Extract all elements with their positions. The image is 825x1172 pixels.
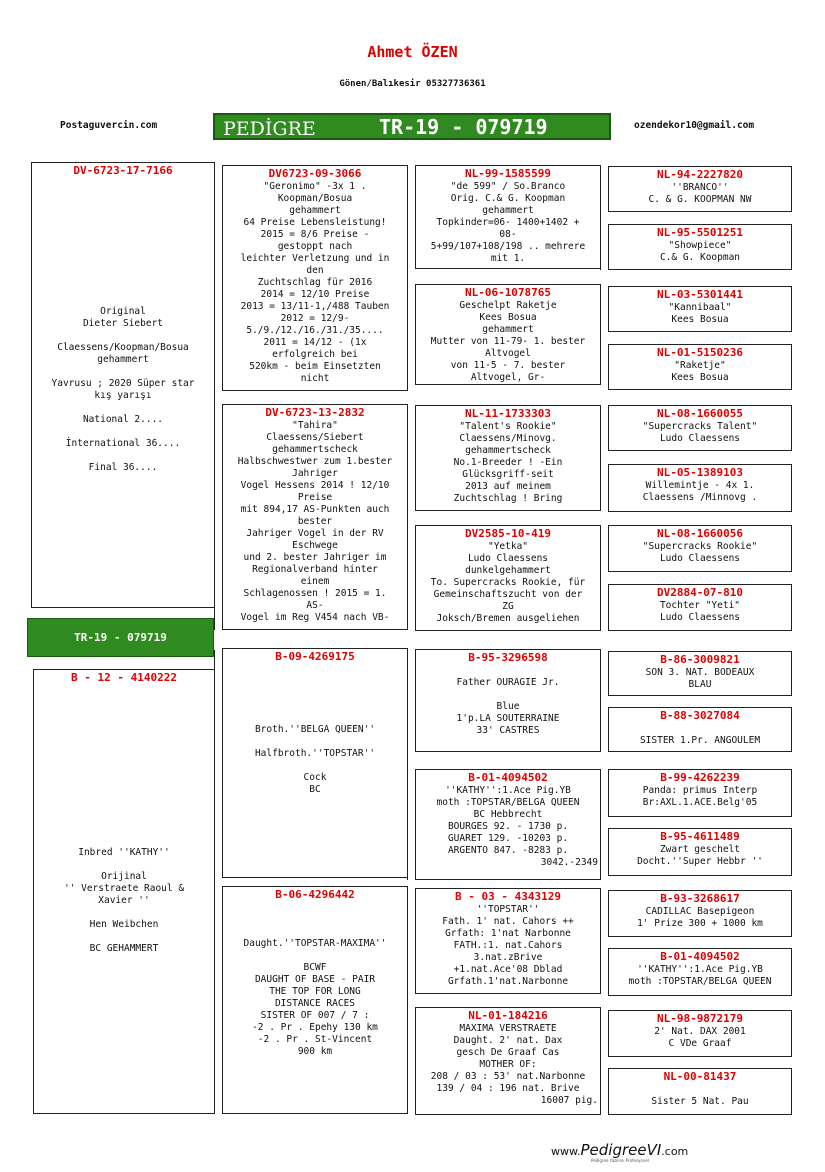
pigeon-info: ''TOPSTAR'' Fath. 1' nat. Cahors ++ Grfath: 1'nat Narbonne FATH.:1. nat.Cahors 3.nat.zBrive +1.nat.Ace'08 Dblad Grfath.1'nat.Narbonne: [442, 904, 574, 987]
gen3-box: [415, 649, 601, 752]
pigeon-info-tail: 16007 pig.: [540, 1095, 598, 1106]
gen2-box: [222, 404, 408, 630]
ring-number: B-99-4262239: [660, 771, 740, 784]
gen3-box: [415, 525, 601, 631]
gen3-box: [415, 1007, 601, 1115]
gen4-box: [608, 464, 792, 512]
website-text: Postaguvercin.com: [60, 120, 158, 131]
ring-number: DV2585-10-419: [464, 527, 552, 540]
pigeon-info: Zwart geschelt Docht.''Super Hebbr '': [637, 844, 763, 867]
gen4-box: [608, 707, 792, 752]
pigeon-info: "Yetka" Ludo Claessens dunkelgehammert To. Supercracks Rookie, für Gemeinschaftszucht von der ZG Joksch/Bremen ausgeliehen: [430, 541, 586, 624]
pigeon-info: "Showpiece" C.& G. Koopman: [659, 240, 741, 263]
gen3-box: [415, 888, 601, 994]
pigeon-info: "Raketje" Kees Bosua: [671, 360, 729, 383]
pedigree-banner: [213, 113, 611, 140]
ring-number: NL-11-1733303: [464, 407, 552, 420]
gen2-box: [222, 886, 408, 1114]
subject-ring-badge: TR-19 - 079719: [27, 618, 214, 657]
gen3-box: [415, 165, 601, 269]
gen3-box: [415, 405, 601, 511]
ring-number: B-86-3009821: [660, 653, 740, 666]
logo-subtitle: Pedigree Yazılımı Profesyonel: [591, 1158, 649, 1163]
pigeon-info: Daught.''TOPSTAR-MAXIMA'' BCWF DAUGHT OF BASE - PAIR THE TOP FOR LONG DISTANCE RACES SISTER OF 007 / 7 : -2 . Pr . Epehy 130 km -2 . Pr . St-Vincent 900 km: [243, 938, 387, 1057]
pigeon-info: Tochter "Yeti" Ludo Claessens: [659, 600, 741, 623]
ring-number: NL-03-5301441: [656, 288, 744, 301]
gen3-box: [415, 284, 601, 385]
ring-number: NL-95-5501251: [656, 226, 744, 239]
pigeon-info: "de 599" / So.Branco Orig. C.& G. Koopman gehammert Topkinder=06- 1400+1402 + 08- 5+99/107+108/198 .. mehrere mit 1.: [430, 181, 586, 264]
pigeon-info: CADILLAC Basepigeon 1' Prize 300 + 1000 km: [637, 906, 763, 929]
pigeon-info: Panda: primus Interp Br:AXL.1.ACE.Belg'05: [642, 785, 758, 808]
gen4-box: [608, 286, 792, 332]
pigeon-info: "Talent's Rookie" Claessens/Minovg. gehammertscheck No.1-Breeder ! -Ein Glücksgriff-seit 2013 auf meinem Zuchtschlag ! Bring: [453, 421, 563, 504]
gen4-box: [608, 525, 792, 572]
ring-number: B-09-4269175: [275, 650, 355, 663]
ring-number: B-01-4094502: [660, 950, 740, 963]
ring-number: DV-6723-17-7166: [73, 164, 173, 177]
gen4-box: [608, 1068, 792, 1115]
pigeon-info-tail: 3042.-2349: [540, 857, 598, 868]
pigeon-info: Geschelpt Raketje Kees Bosua gehammert Mutter von 11-79- 1. bester Altvogel von 11-5 - 7. bester Altvogel, Gr-: [430, 300, 586, 383]
pigeon-info: "Supercracks Rookie" Ludo Claessens: [642, 541, 758, 564]
ring-number: DV6723-09-3066: [268, 167, 362, 180]
gen4-box: [608, 584, 792, 631]
ring-number: B-95-3296598: [468, 651, 548, 664]
gen4-box: [608, 828, 792, 876]
pigeon-info: "Geronimo" -3x 1 . Koopman/Bosua gehammert 64 Preise Lebensleistung! 2015 = 8/6 Preise - gestoppt nach leichter Verletzung und in den Zuchtschlag für 2016 2014 = 12/10 Preise 2013 = 13/11-1,/488 Tauben 2012 = 12/9- 5./9./12./16./31./35.... 2011 = 14/12 - (1x erfolgreich bei 520km - beim Einsetzten nicht: [240, 181, 390, 384]
banner-ring-number: TR-19 - 079719: [379, 115, 548, 139]
pigeon-info: "Supercracks Talent" Ludo Claessens: [642, 421, 758, 444]
pigeon-info: Broth.''BELGA QUEEN'' Halfbroth.''TOPSTAR'' Cock BC: [254, 724, 376, 795]
ring-number: NL-94-2227820: [656, 168, 744, 181]
breeder-name: Ahmet ÖZEN: [367, 43, 458, 61]
ring-number: NL-99-1585599: [464, 167, 552, 180]
pigeon-info: "Kannibaal" Kees Bosua: [668, 302, 732, 325]
pigeon-info: "Tahira" Claessens/Siebert gehammertscheck Halbschwestwer zum 1.bester Jahriger Vogel Hessens 2014 ! 12/10 Preise mit 894,17 AS-Punkten auch bester Jahriger Vogel in der RV Eschwege und 2. bester Jahriger im Regionalverband hinter einem Schlagenossen ! 2015 = 1. AS- Vogel im Reg V454 nach VB-: [237, 420, 393, 623]
gen3-box: [415, 769, 601, 880]
gen4-box: [608, 948, 792, 996]
ring-number: NL-06-1078765: [464, 286, 552, 299]
ring-number: NL-05-1389103: [656, 466, 744, 479]
gen4-box: [608, 890, 792, 937]
pigeon-info: Sister 5 Nat. Pau: [651, 1096, 749, 1107]
pigeon-info: SON 3. NAT. BODEAUX BLAU: [645, 667, 755, 690]
ring-number: NL-08-1660056: [656, 527, 744, 540]
gen2-box: [222, 648, 408, 878]
ring-number: NL-01-184216: [468, 1009, 548, 1022]
pigeon-info: Willemintje - 4x 1. Claessens /Minnovg .: [642, 480, 758, 503]
ring-number: NL-08-1660055: [656, 407, 744, 420]
ring-number: B-95-4611489: [660, 830, 740, 843]
pedigreevi-logo: [551, 1141, 689, 1163]
logo-main: PedigreeVI: [580, 1141, 662, 1159]
ring-number: B - 03 - 4343129: [455, 890, 561, 903]
pigeon-info: Original Dieter Siebert Claessens/Koopman/Bosua gehammert Yavrusu ; 2020 Süper star kış yarışı National 2.... İnternational 36.... Final 36....: [51, 306, 195, 473]
gen4-box: [608, 405, 792, 451]
pigeon-info: Inbred ''KATHY'' Orijinal '' Verstraete Raoul & Xavier '' Hen Weibchen BC GEHAMMERT: [63, 847, 185, 954]
ring-number: B-01-4094502: [468, 771, 548, 784]
gen4-box: [608, 344, 792, 390]
banner-title: PEDİGRE: [223, 118, 316, 140]
ring-number: NL-98-9872179: [656, 1012, 744, 1025]
gen4-box: [608, 1010, 792, 1057]
email-text: ozendekor10@gmail.com: [634, 120, 755, 131]
pigeon-info: ''KATHY'':1.Ace Pig.YB moth :TOPSTAR/BELGA QUEEN BC Hebbrecht BOURGES 92. - 1730 p. GUARET 129. -10203 p. ARGENTO 847. -8283 p.: [436, 785, 580, 856]
pigeon-info: Father OURAGIE Jr. Blue 1'p.LA SOUTERRAINE 33' CASTRES: [456, 677, 560, 736]
breeder-location-phone: Gönen/Balıkesir 05327736361: [339, 79, 486, 89]
ring-number: NL-01-5150236: [656, 346, 744, 359]
ring-number: DV2884-07-810: [656, 586, 744, 599]
gen4-box: [608, 166, 792, 212]
ring-number: B - 12 - 4140222: [71, 671, 177, 684]
pigeon-info: ''BRANCO'' C. & G. KOOPMAN NW: [648, 182, 752, 205]
pigeon-info: SISTER 1.Pr. ANGOULEM: [639, 735, 761, 746]
gen2-box: [222, 165, 408, 391]
logo-prefix: www.: [551, 1145, 581, 1158]
sire-box: [31, 162, 215, 608]
ring-number: DV-6723-13-2832: [265, 406, 365, 419]
ring-number: B-93-3268617: [660, 892, 740, 905]
logo-suffix: .com: [661, 1145, 689, 1158]
ring-number: B-06-4296442: [275, 888, 355, 901]
pigeon-info: 2' Nat. DAX 2001 C VDe Graaf: [654, 1026, 746, 1049]
pigeon-info: MAXIMA VERSTRAETE Daught. 2' nat. Dax gesch De Graaf Cas MOTHER OF: 208 / 03 : 53' nat.Narbonne 139 / 04 : 196 nat. Brive: [430, 1023, 586, 1094]
dam-box: [33, 669, 215, 1114]
gen4-box: [608, 651, 792, 696]
ring-number: B-88-3027084: [660, 709, 740, 722]
ring-number: NL-00-81437: [663, 1070, 737, 1083]
pigeon-info: ''KATHY'':1.Ace Pig.YB moth :TOPSTAR/BELGA QUEEN: [628, 964, 772, 987]
gen4-box: [608, 769, 792, 817]
gen4-box: [608, 224, 792, 270]
